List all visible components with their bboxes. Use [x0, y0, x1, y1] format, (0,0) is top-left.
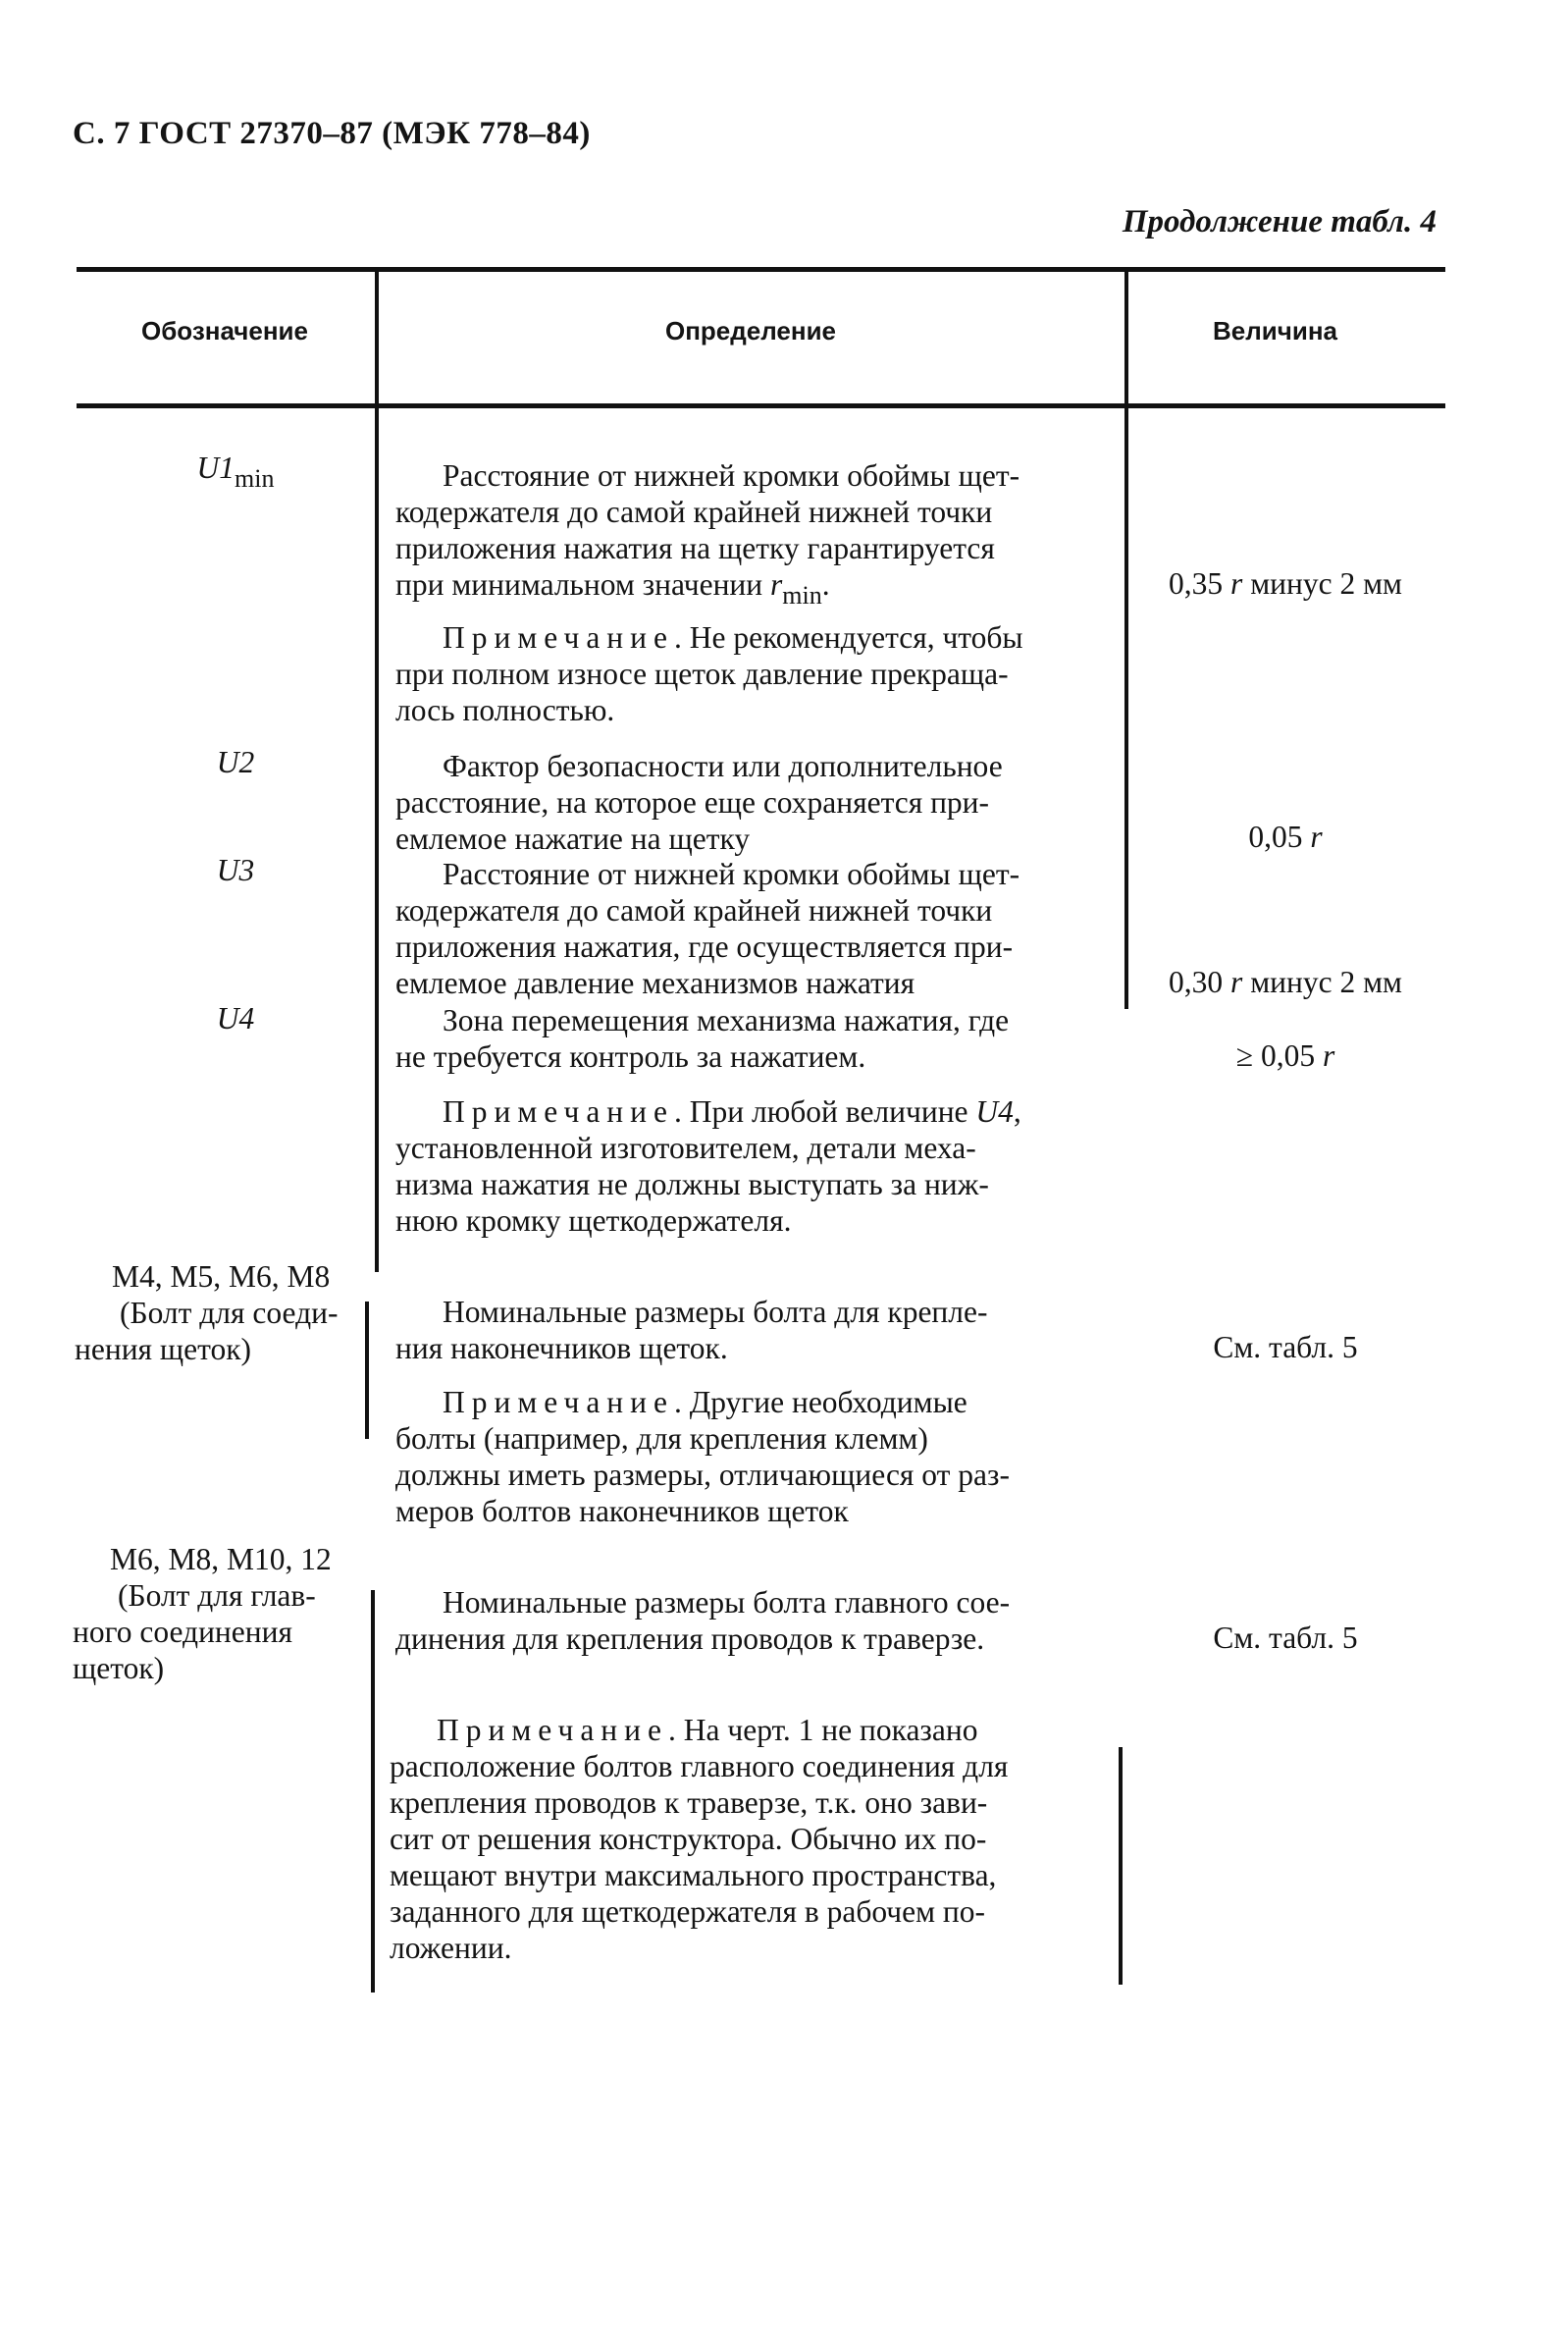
- note-u4: Примечание. При любой величине U4, установленной изготовителем, детали меха- низма нажатия не должны выступать за ниж- нюю кромку щеткодержателя.: [395, 1094, 1021, 1238]
- symbol-main-bolts: М6, М8, М10, 12 (Болт для глав- ного соединения щеток): [73, 1542, 332, 1685]
- column-header-designation: Обозначение: [141, 316, 308, 345]
- column-divider-1b: [365, 1302, 369, 1439]
- value-u2: 0,05 r: [1248, 820, 1323, 854]
- symbol-u4: U4: [216, 1001, 255, 1036]
- definition-u2: Фактор безопасности или дополнительное расстояние, на которое еще сохраняется при- емлемое нажатие на щетку: [395, 749, 1003, 856]
- note-brush-bolts: Примечание. Другие необходимые болты (например, для крепления клемм) должны иметь размеры, отличающиеся от раз- меров болтов наконечников щеток: [395, 1385, 1010, 1528]
- column-header-value: Величина: [1213, 316, 1337, 345]
- value-main-bolts: См. табл. 5: [1213, 1621, 1358, 1655]
- value-brush-bolts: См. табл. 5: [1213, 1330, 1358, 1364]
- table-continuation-label: Продолжение табл. 4: [1122, 204, 1437, 239]
- value-u1min: 0,35 r минус 2 мм: [1169, 566, 1402, 601]
- note-u1min: Примечание. Не рекомендуется, чтобы при полном износе щеток давление прекраща- лось полностью.: [395, 620, 1023, 727]
- page-header: С. 7 ГОСТ 27370–87 (МЭК 778–84): [73, 116, 591, 151]
- column-divider-2b: [1119, 1747, 1123, 1985]
- symbol-u1min: $U1_{min}$: [196, 451, 275, 493]
- definition-u1min: Расстояние от нижней кромки обоймы щет- кодержателя до самой крайней нижней точки приложения нажатия на щетку гарантируется при минимальном значении $r_{min}$.: [395, 458, 1020, 610]
- definition-brush-bolts: Номинальные размеры болта для крепле- ния наконечников щеток.: [395, 1295, 988, 1365]
- symbol-u2: U2: [216, 745, 255, 779]
- definition-u3: Расстояние от нижней кромки обоймы щет- кодержателя до самой крайней нижней точки приложения нажатия, где осуществляется при- емлемое давление механизмов нажатия: [395, 857, 1020, 1000]
- column-divider-1c: [371, 1590, 375, 1993]
- symbol-brush-bolts: М4, М5, М6, М8 (Болт для соеди- нения щеток): [75, 1259, 339, 1366]
- column-divider-header-1: [375, 267, 379, 408]
- column-divider-header-2: [1124, 267, 1128, 408]
- symbol-u3: U3: [216, 853, 255, 887]
- table-header-rule: [77, 403, 1445, 408]
- table-top-rule: [77, 267, 1445, 272]
- column-divider-2a: [1124, 408, 1128, 1009]
- value-u3: 0,30 r минус 2 мм: [1169, 965, 1402, 999]
- column-divider-1a: [375, 408, 379, 1272]
- definition-main-bolts: Номинальные размеры болта главного сое- динения для крепления проводов к траверзе.: [395, 1585, 1011, 1656]
- note-main-bolts: Примечание. На черт. 1 не показано расположение болтов главного соединения для крепления проводов к траверзе, т.к. оно зави- сит от решения конструктора. Обычно их по- мещают внутри максимального пространства, заданного для щеткодержателя в рабочем по- ложении.: [390, 1713, 1009, 1965]
- definition-u4: Зона перемещения механизма нажатия, где не требуется контроль за нажатием.: [395, 1003, 1010, 1074]
- value-u4: ≥ 0,05 r: [1235, 1038, 1335, 1073]
- column-header-definition: Определение: [665, 316, 837, 345]
